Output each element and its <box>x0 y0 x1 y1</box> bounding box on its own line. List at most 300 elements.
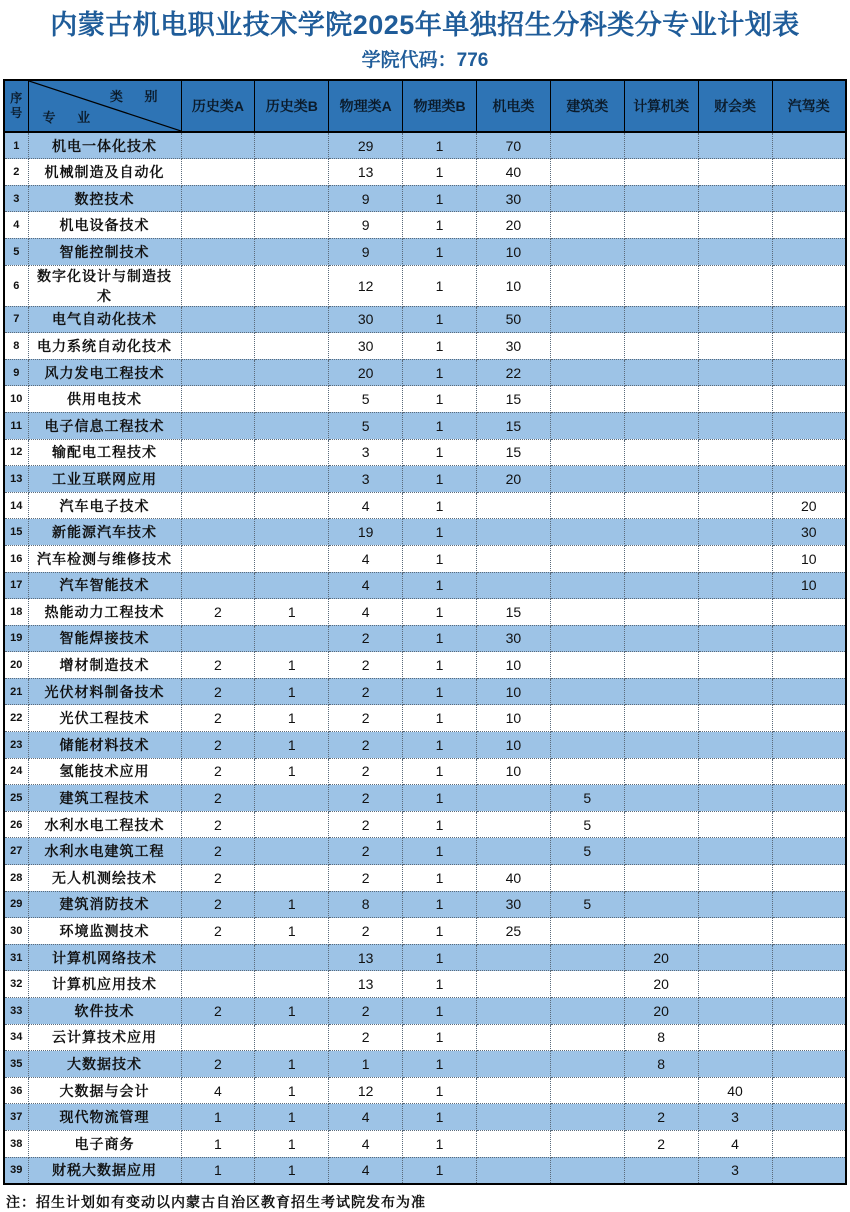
cell-value <box>772 1130 846 1157</box>
cell-value <box>698 412 772 439</box>
cell-value: 2 <box>329 918 403 945</box>
cell-value: 1 <box>255 678 329 705</box>
table-row <box>4 918 846 945</box>
cell-value: 12 <box>329 1077 403 1104</box>
cell-value: 1 <box>255 891 329 918</box>
cell-value <box>772 891 846 918</box>
cell-value: 1 <box>403 412 477 439</box>
cell-value <box>255 265 329 306</box>
cell-value: 1 <box>403 891 477 918</box>
cell-value: 1 <box>403 944 477 971</box>
cell-value: 5 <box>550 891 624 918</box>
cell-value: 2 <box>329 652 403 679</box>
cell-value <box>255 572 329 599</box>
cell-value <box>255 386 329 413</box>
cell-value <box>772 439 846 466</box>
cell-value <box>255 492 329 519</box>
cell-value: 1 <box>255 1104 329 1131</box>
cell-serial: 28 <box>4 865 28 892</box>
cell-major: 机电设备技术 <box>28 212 181 239</box>
table-body <box>4 132 846 1184</box>
cell-value <box>255 159 329 186</box>
cell-value: 1 <box>403 1024 477 1051</box>
cell-value: 2 <box>181 652 255 679</box>
cell-value <box>255 238 329 265</box>
cell-value: 2 <box>181 678 255 705</box>
cell-value <box>181 238 255 265</box>
cell-value: 3 <box>698 1104 772 1131</box>
table-row <box>4 705 846 732</box>
cell-value <box>698 306 772 333</box>
header-category-label: 类 别 <box>109 89 167 105</box>
cell-value: 1 <box>255 705 329 732</box>
cell-serial: 14 <box>4 492 28 519</box>
cell-major: 供用电技术 <box>28 386 181 413</box>
cell-value: 1 <box>403 1157 477 1184</box>
cell-value: 2 <box>181 732 255 759</box>
cell-value <box>624 625 698 652</box>
cell-value: 9 <box>329 238 403 265</box>
cell-value <box>181 944 255 971</box>
cell-value <box>550 652 624 679</box>
cell-value <box>181 333 255 360</box>
cell-value: 30 <box>329 333 403 360</box>
cell-serial: 16 <box>4 545 28 572</box>
cell-value: 5 <box>550 811 624 838</box>
college-code: 学院代码：776 <box>361 50 489 72</box>
cell-major: 计算机应用技术 <box>28 971 181 998</box>
cell-value: 2 <box>329 732 403 759</box>
cell-value: 2 <box>329 1024 403 1051</box>
cell-value: 30 <box>477 333 551 360</box>
cell-value <box>181 492 255 519</box>
cell-major: 水利水电工程技术 <box>28 811 181 838</box>
cell-serial: 39 <box>4 1157 28 1184</box>
cell-value: 1 <box>403 1051 477 1078</box>
cell-major: 电子信息工程技术 <box>28 412 181 439</box>
cell-value: 2 <box>181 865 255 892</box>
cell-major: 无人机测绘技术 <box>28 865 181 892</box>
cell-value <box>698 359 772 386</box>
cell-value <box>772 785 846 812</box>
table-row <box>4 838 846 865</box>
cell-serial: 31 <box>4 944 28 971</box>
cell-value: 1 <box>403 838 477 865</box>
table-row <box>4 944 846 971</box>
cell-value: 10 <box>477 678 551 705</box>
cell-value: 1 <box>255 1157 329 1184</box>
cell-value <box>624 185 698 212</box>
cell-value: 1 <box>403 572 477 599</box>
cell-value: 1 <box>403 971 477 998</box>
cell-value <box>550 758 624 785</box>
cell-value: 1 <box>403 466 477 493</box>
cell-value <box>550 998 624 1025</box>
cell-value <box>550 159 624 186</box>
cell-major: 建筑消防技术 <box>28 891 181 918</box>
table-row <box>4 758 846 785</box>
cell-value: 1 <box>403 492 477 519</box>
cell-value <box>772 386 846 413</box>
cell-major: 风力发电工程技术 <box>28 359 181 386</box>
cell-value <box>698 1051 772 1078</box>
cell-value <box>698 439 772 466</box>
header-col-4: 物理类B <box>403 80 477 132</box>
cell-value: 2 <box>329 838 403 865</box>
cell-value <box>698 519 772 546</box>
cell-value <box>772 705 846 732</box>
cell-major: 建筑工程技术 <box>28 785 181 812</box>
cell-value: 2 <box>624 1104 698 1131</box>
cell-major: 光伏材料制备技术 <box>28 678 181 705</box>
cell-serial: 36 <box>4 1077 28 1104</box>
table-row <box>4 971 846 998</box>
cell-value <box>772 865 846 892</box>
cell-value: 1 <box>403 599 477 626</box>
cell-value: 9 <box>329 185 403 212</box>
cell-value: 13 <box>329 944 403 971</box>
cell-value <box>550 572 624 599</box>
cell-value <box>772 918 846 945</box>
cell-value <box>255 212 329 239</box>
cell-major: 机械制造及自动化 <box>28 159 181 186</box>
cell-major: 增材制造技术 <box>28 652 181 679</box>
cell-value <box>477 944 551 971</box>
cell-value <box>772 132 846 159</box>
cell-value <box>772 1157 846 1184</box>
cell-major: 储能材料技术 <box>28 732 181 759</box>
cell-value <box>477 572 551 599</box>
cell-value <box>255 359 329 386</box>
cell-value <box>772 944 846 971</box>
cell-serial: 34 <box>4 1024 28 1051</box>
cell-value: 29 <box>329 132 403 159</box>
cell-value: 10 <box>477 265 551 306</box>
cell-value: 9 <box>329 212 403 239</box>
cell-value <box>181 971 255 998</box>
footnote: 注：招生计划如有变动以内蒙古自治区教育招生考试院发布为准 <box>6 1195 426 1211</box>
cell-major: 输配电工程技术 <box>28 439 181 466</box>
cell-value <box>698 891 772 918</box>
cell-value: 1 <box>403 811 477 838</box>
cell-value: 2 <box>181 758 255 785</box>
header-major-label: 专 业 <box>42 110 100 126</box>
cell-major: 氢能技术应用 <box>28 758 181 785</box>
table-row <box>4 811 846 838</box>
cell-value: 1 <box>403 1104 477 1131</box>
cell-value <box>772 1024 846 1051</box>
cell-value <box>772 838 846 865</box>
cell-value <box>550 519 624 546</box>
cell-value <box>624 1077 698 1104</box>
cell-value: 13 <box>329 159 403 186</box>
cell-value <box>181 439 255 466</box>
cell-value: 2 <box>329 785 403 812</box>
cell-value <box>550 212 624 239</box>
cell-value <box>698 785 772 812</box>
cell-value <box>772 1104 846 1131</box>
table-row <box>4 678 846 705</box>
cell-value <box>624 412 698 439</box>
cell-value: 1 <box>181 1130 255 1157</box>
cell-value: 2 <box>329 811 403 838</box>
cell-serial: 13 <box>4 466 28 493</box>
cell-value <box>698 159 772 186</box>
cell-value <box>772 306 846 333</box>
cell-value: 8 <box>329 891 403 918</box>
header-col-1: 历史类A <box>181 80 255 132</box>
cell-value <box>477 998 551 1025</box>
cell-value <box>181 412 255 439</box>
cell-serial: 25 <box>4 785 28 812</box>
cell-value <box>772 212 846 239</box>
cell-value <box>550 545 624 572</box>
cell-value <box>255 306 329 333</box>
table-row <box>4 519 846 546</box>
table-row <box>4 545 846 572</box>
enrollment-plan-table <box>3 79 847 1185</box>
cell-value <box>550 185 624 212</box>
cell-major: 汽车电子技术 <box>28 492 181 519</box>
cell-value: 5 <box>550 785 624 812</box>
cell-value: 50 <box>477 306 551 333</box>
cell-value <box>698 652 772 679</box>
cell-value: 19 <box>329 519 403 546</box>
cell-value <box>550 1104 624 1131</box>
cell-value <box>698 466 772 493</box>
cell-value: 20 <box>772 492 846 519</box>
cell-value: 2 <box>181 811 255 838</box>
cell-value: 2 <box>329 758 403 785</box>
cell-value: 1 <box>181 1157 255 1184</box>
cell-value: 4 <box>329 492 403 519</box>
cell-value <box>624 705 698 732</box>
cell-value: 5 <box>329 386 403 413</box>
cell-serial: 12 <box>4 439 28 466</box>
cell-value: 1 <box>255 1077 329 1104</box>
cell-value: 1 <box>403 159 477 186</box>
cell-serial: 20 <box>4 652 28 679</box>
cell-value: 2 <box>329 998 403 1025</box>
cell-serial: 19 <box>4 625 28 652</box>
cell-value <box>181 572 255 599</box>
cell-value <box>698 333 772 360</box>
cell-value: 30 <box>477 625 551 652</box>
cell-value <box>477 971 551 998</box>
cell-serial: 4 <box>4 212 28 239</box>
cell-value <box>624 572 698 599</box>
cell-value: 22 <box>477 359 551 386</box>
cell-value <box>698 811 772 838</box>
cell-value <box>772 333 846 360</box>
cell-value <box>698 838 772 865</box>
cell-value <box>624 159 698 186</box>
cell-value: 20 <box>624 971 698 998</box>
cell-value: 1 <box>403 918 477 945</box>
cell-major: 新能源汽车技术 <box>28 519 181 546</box>
cell-value <box>550 599 624 626</box>
cell-value: 2 <box>181 599 255 626</box>
cell-value <box>624 439 698 466</box>
cell-value: 1 <box>403 732 477 759</box>
table-row <box>4 1051 846 1078</box>
cell-value: 1 <box>329 1051 403 1078</box>
cell-value: 1 <box>403 1130 477 1157</box>
cell-value <box>181 1024 255 1051</box>
cell-value <box>550 918 624 945</box>
cell-value <box>772 998 846 1025</box>
cell-serial: 10 <box>4 386 28 413</box>
cell-value: 4 <box>329 1130 403 1157</box>
table-row <box>4 865 846 892</box>
table-row <box>4 492 846 519</box>
cell-value <box>698 971 772 998</box>
cell-value: 3 <box>698 1157 772 1184</box>
cell-value: 1 <box>403 439 477 466</box>
cell-value <box>477 492 551 519</box>
cell-value <box>550 333 624 360</box>
cell-value <box>550 625 624 652</box>
cell-value: 1 <box>403 519 477 546</box>
cell-value: 10 <box>477 238 551 265</box>
cell-value <box>550 1157 624 1184</box>
cell-value: 40 <box>477 159 551 186</box>
cell-value: 1 <box>255 652 329 679</box>
cell-value <box>255 785 329 812</box>
cell-value: 25 <box>477 918 551 945</box>
header-row <box>4 80 846 132</box>
table-row <box>4 359 846 386</box>
cell-value <box>550 1051 624 1078</box>
cell-value <box>624 519 698 546</box>
cell-value <box>255 132 329 159</box>
cell-value: 1 <box>403 265 477 306</box>
cell-value: 20 <box>624 944 698 971</box>
cell-value: 20 <box>477 212 551 239</box>
cell-value <box>550 132 624 159</box>
cell-value: 1 <box>403 185 477 212</box>
cell-value: 1 <box>403 212 477 239</box>
cell-value <box>550 439 624 466</box>
cell-value <box>772 599 846 626</box>
cell-serial: 11 <box>4 412 28 439</box>
header-serial: 序号 <box>4 80 28 132</box>
cell-value: 20 <box>477 466 551 493</box>
cell-value <box>772 159 846 186</box>
cell-value: 1 <box>403 132 477 159</box>
cell-major: 光伏工程技术 <box>28 705 181 732</box>
cell-serial: 35 <box>4 1051 28 1078</box>
cell-value <box>772 732 846 759</box>
cell-value: 2 <box>329 625 403 652</box>
cell-value: 2 <box>181 1051 255 1078</box>
cell-serial: 18 <box>4 599 28 626</box>
cell-value <box>255 1024 329 1051</box>
cell-value: 1 <box>403 306 477 333</box>
cell-value <box>255 185 329 212</box>
cell-value <box>624 466 698 493</box>
cell-value <box>624 599 698 626</box>
cell-value <box>550 732 624 759</box>
cell-value <box>181 265 255 306</box>
cell-value <box>624 865 698 892</box>
cell-serial: 7 <box>4 306 28 333</box>
cell-value <box>477 1157 551 1184</box>
cell-value: 5 <box>329 412 403 439</box>
cell-value <box>624 891 698 918</box>
cell-value <box>477 785 551 812</box>
cell-value: 4 <box>329 1157 403 1184</box>
cell-serial: 26 <box>4 811 28 838</box>
cell-value: 15 <box>477 439 551 466</box>
cell-value <box>624 306 698 333</box>
cell-serial: 22 <box>4 705 28 732</box>
cell-value: 2 <box>181 918 255 945</box>
cell-value: 1 <box>255 998 329 1025</box>
cell-value <box>255 439 329 466</box>
table-row <box>4 572 846 599</box>
cell-value: 10 <box>772 572 846 599</box>
cell-value <box>550 492 624 519</box>
cell-value <box>477 811 551 838</box>
cell-value <box>698 625 772 652</box>
cell-major: 智能焊接技术 <box>28 625 181 652</box>
cell-value <box>624 545 698 572</box>
cell-value <box>772 652 846 679</box>
cell-serial: 32 <box>4 971 28 998</box>
cell-value <box>772 185 846 212</box>
cell-major: 电气自动化技术 <box>28 306 181 333</box>
cell-major: 大数据与会计 <box>28 1077 181 1104</box>
cell-major: 云计算技术应用 <box>28 1024 181 1051</box>
cell-major: 智能控制技术 <box>28 238 181 265</box>
cell-value <box>624 238 698 265</box>
cell-value: 8 <box>624 1024 698 1051</box>
cell-value <box>698 572 772 599</box>
cell-serial: 38 <box>4 1130 28 1157</box>
cell-value <box>772 678 846 705</box>
cell-value <box>181 359 255 386</box>
cell-value: 1 <box>403 785 477 812</box>
cell-value <box>550 466 624 493</box>
cell-value <box>477 838 551 865</box>
table-row <box>4 265 846 306</box>
cell-value: 15 <box>477 386 551 413</box>
cell-value: 30 <box>477 185 551 212</box>
header-major-category <box>28 80 181 132</box>
cell-value: 3 <box>329 466 403 493</box>
cell-value <box>772 238 846 265</box>
cell-value <box>181 159 255 186</box>
cell-value: 2 <box>181 705 255 732</box>
cell-major: 水利水电建筑工程 <box>28 838 181 865</box>
header-col-2: 历史类B <box>255 80 329 132</box>
cell-value: 2 <box>181 785 255 812</box>
cell-serial: 37 <box>4 1104 28 1131</box>
cell-value <box>624 492 698 519</box>
cell-major: 软件技术 <box>28 998 181 1025</box>
cell-value <box>550 971 624 998</box>
cell-value: 15 <box>477 412 551 439</box>
cell-value <box>624 732 698 759</box>
cell-value: 1 <box>403 359 477 386</box>
cell-value <box>181 625 255 652</box>
cell-value: 10 <box>772 545 846 572</box>
cell-value: 30 <box>772 519 846 546</box>
cell-value <box>624 758 698 785</box>
cell-value <box>255 971 329 998</box>
cell-major: 汽车智能技术 <box>28 572 181 599</box>
